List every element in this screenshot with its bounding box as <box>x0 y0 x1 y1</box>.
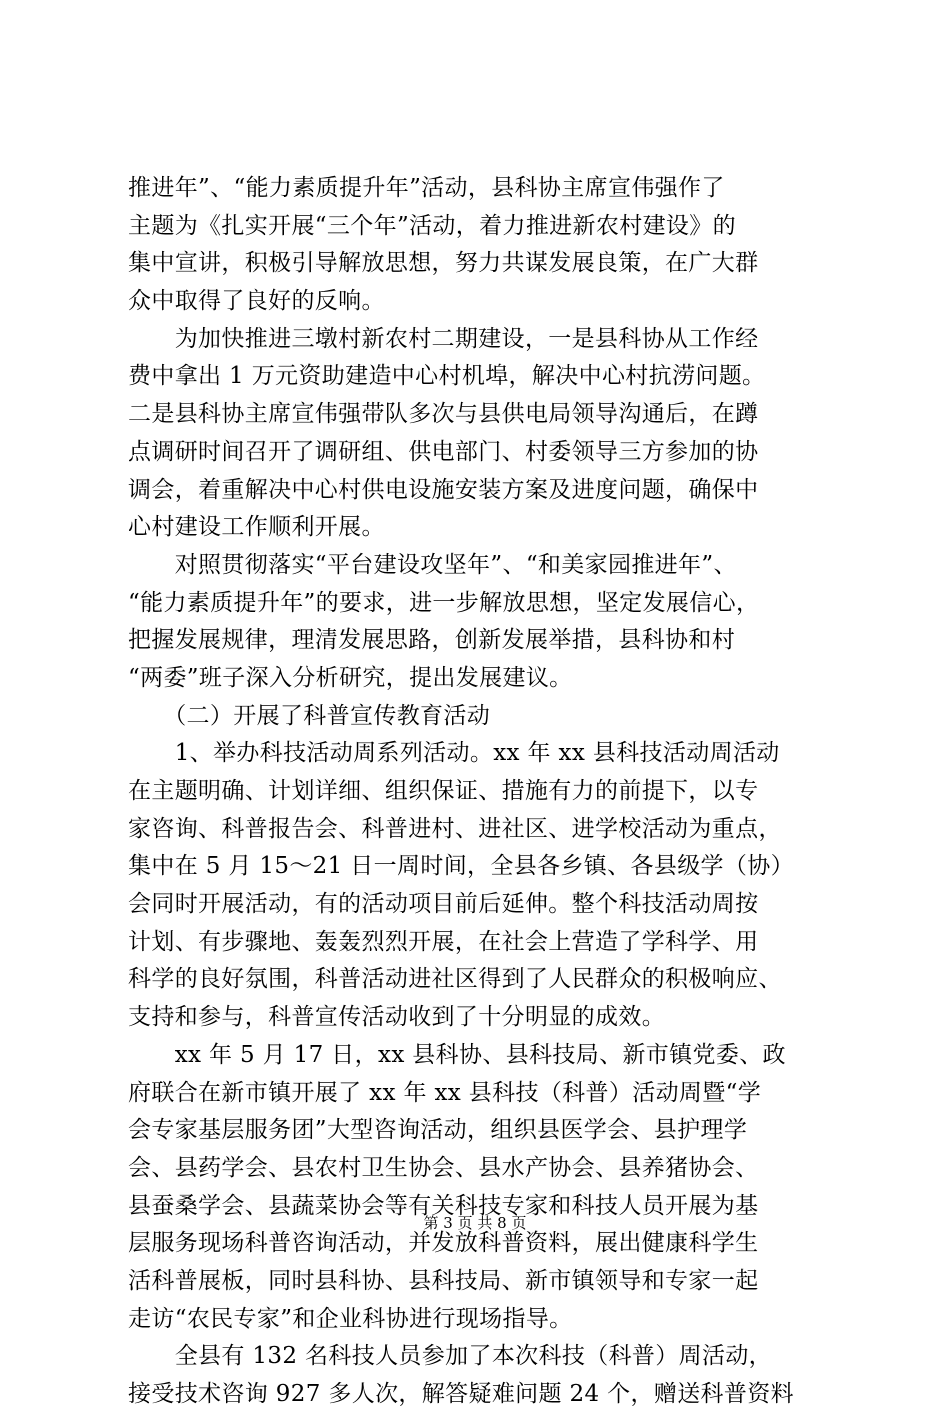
text-line: 家咨询、科普报告会、科普进村、进社区、进学校活动为重点， <box>128 815 782 842</box>
text-line: 府联合在新市镇开展了 xx 年 xx 县科技（科普）活动周暨“学 <box>128 1079 762 1106</box>
text-line: 对照贯彻落实“平台建设攻坚年”、“和美家园推进年”、 <box>128 551 737 578</box>
text-line: 县蚕桑学会、县蔬菜协会等有关科技专家和科技人员开展为基 <box>128 1192 759 1219</box>
text-line: 会专家基层服务团”大型咨询活动，组织县医学会、县护理学 <box>128 1117 748 1144</box>
text-line: 计划、有步骤地、轰轰烈烈开展，在社会上营造了学科学、用 <box>128 928 759 955</box>
text-line: 把握发展规律，理清发展思路，创新发展举措，县科协和村 <box>128 627 736 654</box>
text-line: 心村建设工作顺利开展。 <box>128 514 385 541</box>
text-line: 主题为《扎实开展“三个年”活动，着力推进新农村建设》的 <box>128 212 736 239</box>
text-line: 层服务现场科普咨询活动，并发放科普资料，展出健康科学生 <box>128 1230 759 1257</box>
text-line: 推进年”、“能力素质提升年”活动，县科协主席宣伟强作了 <box>128 175 725 201</box>
text-line: 会、县药学会、县农村卫生协会、县水产协会、县养猪协会、 <box>128 1154 759 1181</box>
text-line: 会同时开展活动，有的活动项目前后延伸。整个科技活动周按 <box>128 891 759 918</box>
text-line: xx 年 5 月 17 日，xx 县科协、县科技局、新市镇党委、政 <box>128 1041 786 1068</box>
text-line: 二是县科协主席宣伟强带队多次与县供电局领导沟通后，在蹲 <box>128 401 759 428</box>
text-line: 支持和参与，科普宣传活动收到了十分明显的成效。 <box>128 1004 666 1031</box>
text-line: 点调研时间召开了调研组、供电部门、村委领导三方参加的协 <box>128 438 759 465</box>
text-line: 费中拿出 1 万元资助建造中心村机埠，解决中心村抗涝问题。 <box>128 363 766 390</box>
text-line: 在主题明确、计划详细、组织保证、措施有力的前提下，以专 <box>128 778 759 804</box>
text-line: 活科普展板，同时县科协、县科技局、新市镇领导和专家一起 <box>128 1267 759 1294</box>
text-line: “能力素质提升年”的要求，进一步解放思想，坚定发展信心， <box>128 589 760 616</box>
section-heading: （二）开展了科普宣传教育活动 <box>128 702 491 729</box>
text-line: 科学的良好氛围，科普活动进社区得到了人民群众的积极响应、 <box>128 966 782 993</box>
text-line: 集中宣讲，积极引导解放思想，努力共谋发展良策，在广大群 <box>128 250 759 277</box>
text-line: 调会，着重解决中心村供电设施安装方案及进度问题，确保中 <box>128 476 759 503</box>
text-line: 众中取得了良好的反响。 <box>128 288 385 315</box>
text-line: 集中在 5 月 15～21 日一周时间，全县各乡镇、各县级学（协） <box>128 853 794 880</box>
text-line: “两委”班子深入分析研究，提出发展建议。 <box>128 664 573 691</box>
text-line: 1、举办科技活动周系列活动。xx 年 xx 县科技活动周活动 <box>128 740 780 767</box>
page-number: 第 3 页 共 8 页 <box>423 1214 527 1232</box>
text-line: 走访“农民专家”和企业科协进行现场指导。 <box>128 1305 573 1332</box>
text-line: 为加快推进三墩村新农村二期建设，一是县科协从工作经 <box>128 325 759 352</box>
text-line: 接受技术咨询 927 多人次，解答疑难问题 24 个，赠送科普资料 <box>128 1381 794 1407</box>
text-line: 全县有 132 名科技人员参加了本次科技（科普）周活动， <box>128 1343 773 1370</box>
